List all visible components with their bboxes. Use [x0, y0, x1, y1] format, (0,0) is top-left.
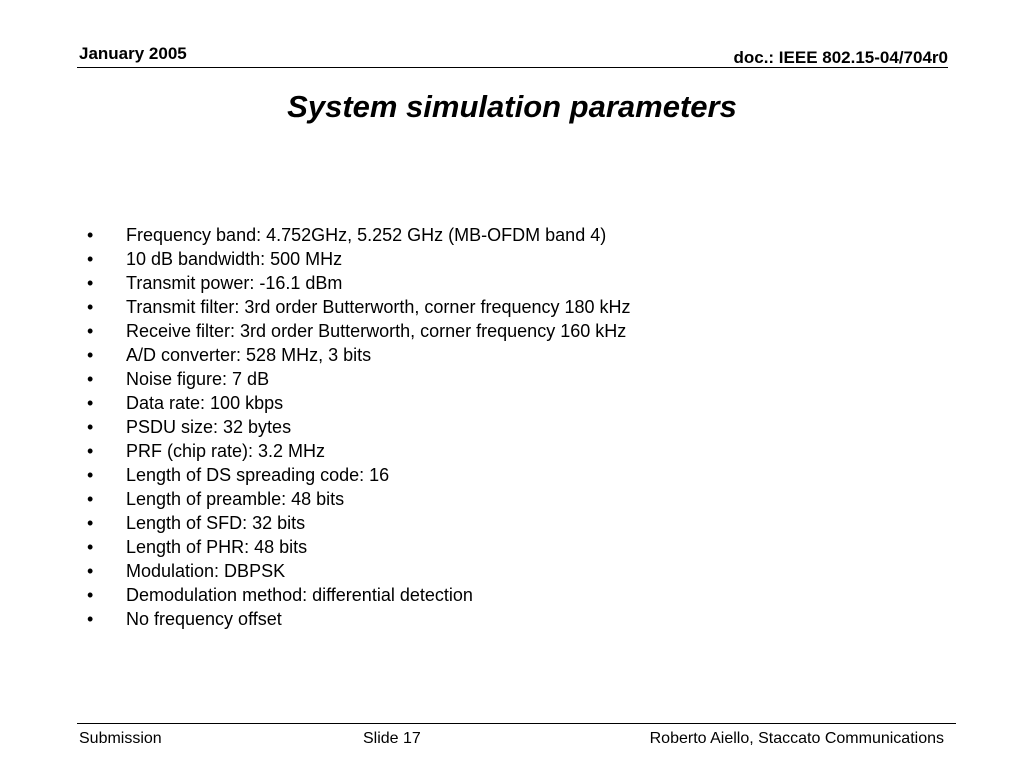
- list-item: [84, 271, 631, 295]
- list-item: [84, 559, 631, 583]
- list-item-text: Noise figure: 7 dB: [126, 369, 270, 389]
- list-item-text: Data rate: 100 kbps: [126, 393, 284, 413]
- bullet-icon: •: [87, 225, 94, 245]
- footer-author: Roberto Aiello, Staccato Communications: [649, 730, 944, 747]
- list-item: [84, 223, 631, 247]
- bullet-icon: •: [87, 249, 94, 269]
- list-item-text: Length of DS spreading code: 16: [126, 465, 390, 485]
- list-item-text: A/D converter: 528 MHz, 3 bits: [126, 345, 372, 365]
- bullet-icon: •: [87, 345, 94, 365]
- list-item-text: PRF (chip rate): 3.2 MHz: [126, 441, 326, 461]
- list-item-text: Modulation: DBPSK: [126, 561, 286, 581]
- list-item-text: PSDU size: 32 bytes: [126, 417, 292, 437]
- slide-title: System simulation parameters: [287, 89, 737, 124]
- bullet-icon: •: [87, 273, 94, 293]
- list-item: [84, 439, 631, 463]
- header-date: January 2005: [79, 44, 187, 63]
- header-doc-id: doc.: IEEE 802.15-04/704r0: [733, 48, 948, 67]
- bullet-icon: •: [87, 489, 94, 509]
- bullet-icon: •: [87, 609, 94, 629]
- footer-divider: [77, 723, 956, 724]
- footer-slide-number: Slide 17: [363, 730, 421, 747]
- list-item-text: 10 dB bandwidth: 500 MHz: [126, 249, 343, 269]
- list-item-text: No frequency offset: [126, 609, 282, 629]
- list-item-text: Transmit power: -16.1 dBm: [126, 273, 343, 293]
- list-item-text: Demodulation method: differential detection: [126, 585, 473, 605]
- bullet-icon: •: [87, 393, 94, 413]
- bullet-icon: •: [87, 369, 94, 389]
- list-item: [84, 511, 631, 535]
- list-item-text: Frequency band: 4.752GHz, 5.252 GHz (MB-OFDM band 4): [126, 225, 607, 245]
- list-item: [84, 583, 631, 607]
- list-item-text: Length of PHR: 48 bits: [126, 537, 308, 557]
- bullet-icon: •: [87, 537, 94, 557]
- list-item: [84, 319, 631, 343]
- list-item: [84, 415, 631, 439]
- list-item: [84, 535, 631, 559]
- bullet-icon: •: [87, 417, 94, 437]
- bullet-icon: •: [87, 513, 94, 533]
- list-item-text: Receive filter: 3rd order Butterworth, corner frequency 160 kHz: [126, 321, 627, 341]
- footer-submission: Submission: [79, 730, 162, 747]
- list-item: [84, 367, 631, 391]
- header-divider: [77, 67, 948, 68]
- list-item: [84, 463, 631, 487]
- list-item-text: Transmit filter: 3rd order Butterworth, corner frequency 180 kHz: [126, 297, 631, 317]
- bullet-icon: •: [87, 561, 94, 581]
- list-item: [84, 295, 631, 319]
- bullet-icon: •: [87, 465, 94, 485]
- bullet-icon: •: [87, 585, 94, 605]
- bullet-icon: •: [87, 321, 94, 341]
- list-item-text: Length of SFD: 32 bits: [126, 513, 306, 533]
- list-item: [84, 247, 631, 271]
- list-item: [84, 607, 631, 631]
- bullet-icon: •: [87, 441, 94, 461]
- list-item: [84, 391, 631, 415]
- list-item-text: Length of preamble: 48 bits: [126, 489, 345, 509]
- parameter-list: [84, 223, 631, 631]
- list-item: [84, 487, 631, 511]
- list-item: [84, 343, 631, 367]
- bullet-icon: •: [87, 297, 94, 317]
